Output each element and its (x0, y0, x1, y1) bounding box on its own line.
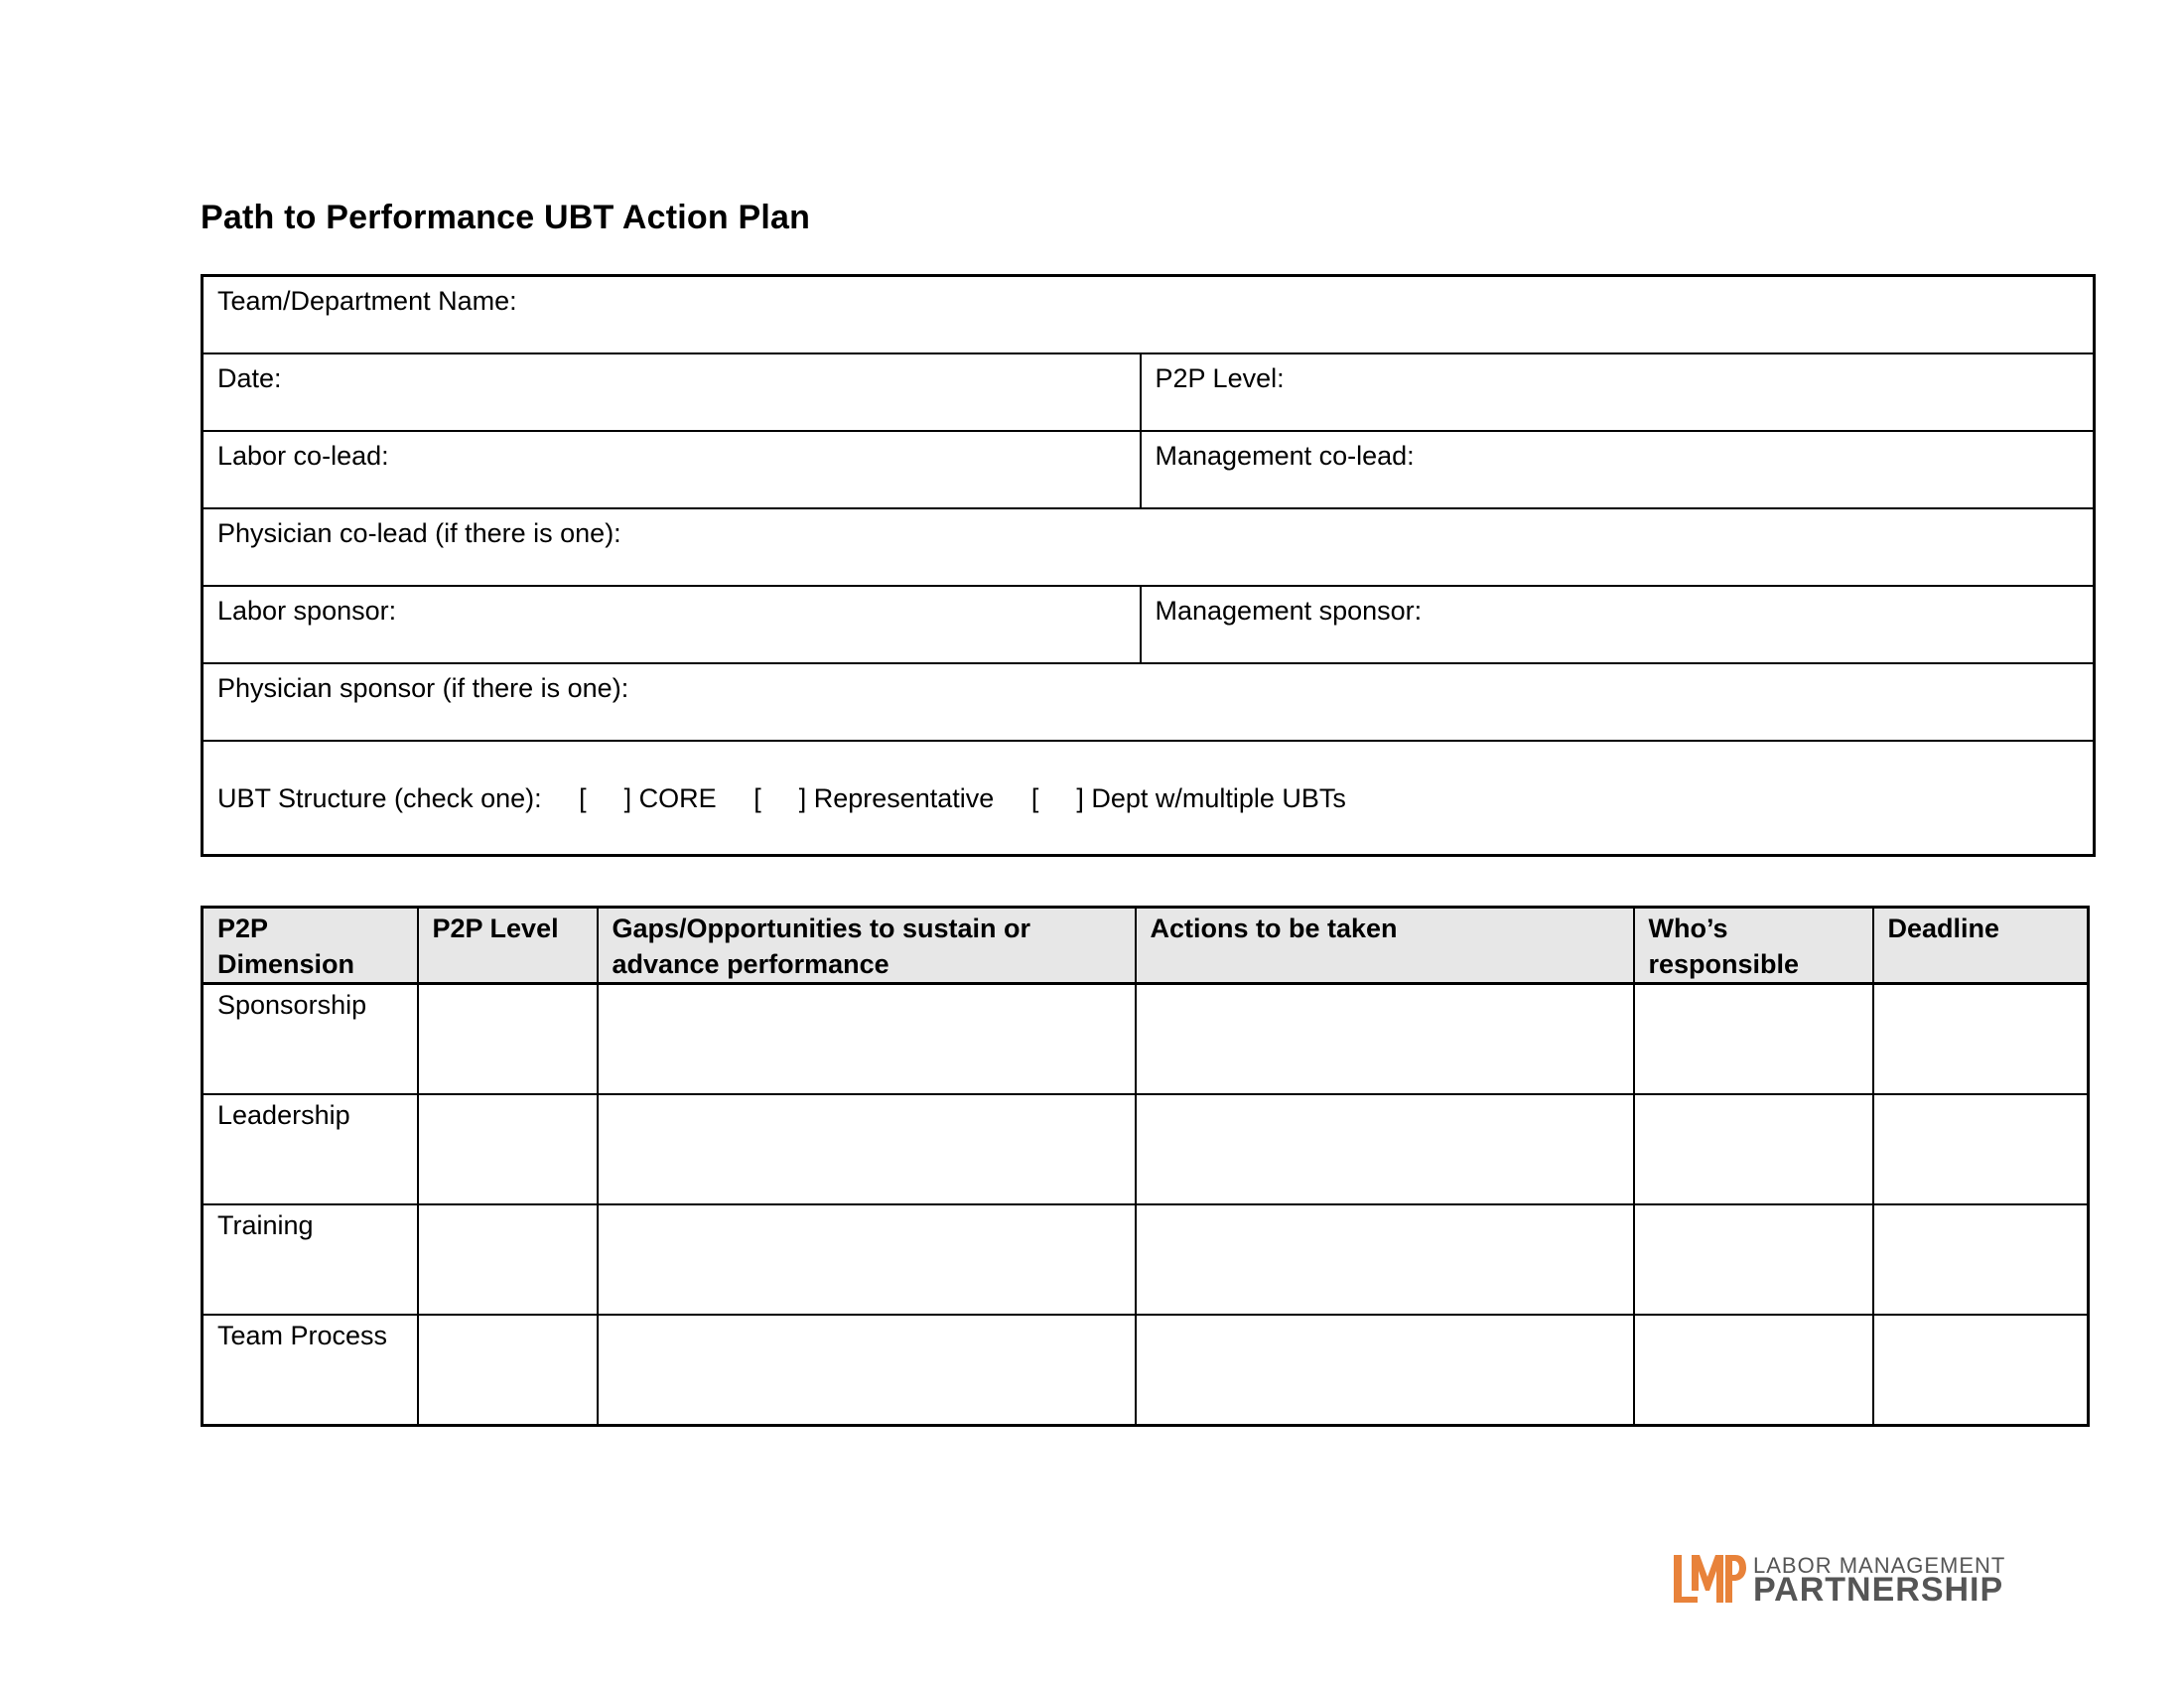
team-info-table (201, 274, 2096, 857)
checkbox-bracket: [ (753, 782, 761, 813)
table-row (203, 1094, 2089, 1204)
row-label-leadership: Leadership (203, 1094, 418, 1204)
header-responsible: Who’s responsible (1634, 908, 1873, 984)
logo-line-2: PARTNERSHIP (1753, 1571, 2004, 1609)
cell-gaps[interactable] (598, 1315, 1136, 1426)
ubt-option-dept-multiple[interactable] (1031, 780, 1346, 816)
cell-gaps[interactable] (598, 984, 1136, 1095)
header-p2p-level: P2P Level (418, 908, 598, 984)
header-gaps-opportunities: Gaps/Opportunities to sustain or advance performance (598, 908, 1136, 984)
cell-gaps[interactable] (598, 1204, 1136, 1315)
cell-responsible[interactable] (1634, 984, 1873, 1095)
row-label-training: Training (203, 1204, 418, 1315)
cell-responsible[interactable] (1634, 1094, 1873, 1204)
cell-deadline[interactable] (1873, 1094, 2089, 1204)
cell-p2p-level[interactable] (418, 1315, 598, 1426)
ubt-option-core-label: ] CORE (623, 782, 717, 813)
cell-actions[interactable] (1136, 1094, 1634, 1204)
cell-p2p-level[interactable] (418, 984, 598, 1095)
header-deadline: Deadline (1873, 908, 2089, 984)
cell-p2p-level[interactable] (418, 1094, 598, 1204)
table-row (203, 984, 2089, 1095)
ubt-structure-row (203, 741, 2095, 856)
checkbox-bracket: [ (579, 782, 587, 813)
cell-deadline[interactable] (1873, 1315, 2089, 1426)
cell-actions[interactable] (1136, 984, 1634, 1095)
cell-responsible[interactable] (1634, 1204, 1873, 1315)
management-colead-field[interactable]: Management co-lead: (1141, 431, 2095, 508)
ubt-option-representative[interactable] (753, 780, 994, 816)
table-header-row (203, 908, 2089, 984)
ubt-option-representative-label: ] Representative (798, 782, 995, 813)
table-row (203, 1315, 2089, 1426)
row-label-team-process: Team Process (203, 1315, 418, 1426)
row-label-sponsorship: Sponsorship (203, 984, 418, 1095)
lmp-logo (1672, 1551, 2009, 1607)
cell-p2p-level[interactable] (418, 1204, 598, 1315)
cell-actions[interactable] (1136, 1204, 1634, 1315)
cell-responsible[interactable] (1634, 1315, 1873, 1426)
p2p-level-field[interactable]: P2P Level: (1141, 353, 2095, 431)
labor-sponsor-field[interactable]: Labor sponsor: (203, 586, 1141, 663)
ubt-option-dept-multiple-label: ] Dept w/multiple UBTs (1076, 782, 1346, 813)
cell-deadline[interactable] (1873, 1204, 2089, 1315)
labor-colead-field[interactable]: Labor co-lead: (203, 431, 1141, 508)
physician-colead-field[interactable]: Physician co-lead (if there is one): (203, 508, 2095, 586)
management-sponsor-field[interactable]: Management sponsor: (1141, 586, 2095, 663)
date-field[interactable]: Date: (203, 353, 1141, 431)
header-p2p-dimension: P2P Dimension (203, 908, 418, 984)
ubt-structure-label: UBT Structure (check one): (217, 782, 542, 813)
checkbox-bracket: [ (1030, 782, 1039, 813)
table-row (203, 1204, 2089, 1315)
cell-actions[interactable] (1136, 1315, 1634, 1426)
action-plan-table (201, 906, 2090, 1427)
cell-gaps[interactable] (598, 1094, 1136, 1204)
header-actions: Actions to be taken (1136, 908, 1634, 984)
page-title: Path to Performance UBT Action Plan (201, 199, 811, 236)
physician-sponsor-field[interactable]: Physician sponsor (if there is one): (203, 663, 2095, 741)
logo-line-1: LABOR MANAGEMENT (1753, 1553, 2006, 1578)
team-department-name-field[interactable]: Team/Department Name: (203, 276, 2095, 354)
cell-deadline[interactable] (1873, 984, 2089, 1095)
ubt-option-core[interactable] (579, 780, 717, 816)
lmp-logo-mark (1672, 1551, 1747, 1607)
